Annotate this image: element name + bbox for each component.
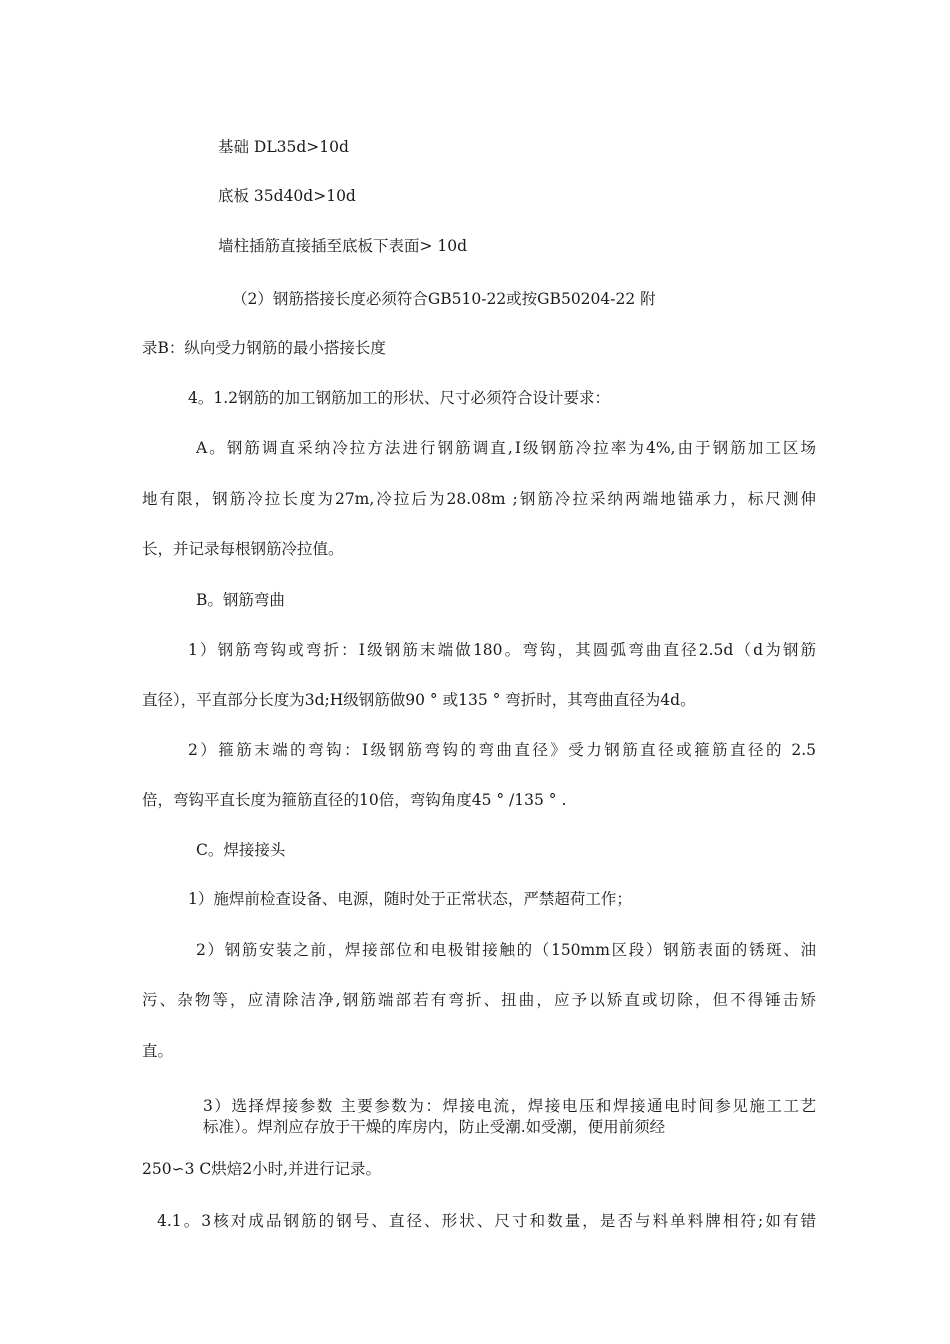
text-line: 250∽3 C烘焙2小时,并进行记录。 — [142, 1160, 382, 1178]
text-line: 基础 DL35d>10d — [218, 138, 349, 156]
text-line: C。焊接接头 — [196, 841, 286, 859]
text-line: 墙柱插筋直接插至底板下表面> 10d — [218, 237, 468, 255]
text-line: A。钢筋调直采纳冷拉方法进行钢筋调直,Ⅰ级钢筋冷拉率为4%,由于钢筋加工区场 — [196, 439, 816, 457]
text-line: （2）钢筋搭接长度必须符合GB510-22或按GB50204-22 附 — [232, 290, 656, 308]
text-line: 底板 35d40d>10d — [218, 187, 356, 205]
text-line: 录B：纵向受力钢筋的最小搭接长度 — [142, 339, 386, 357]
text-line: 直。 — [142, 1042, 174, 1060]
text-line: 地有限，钢筋冷拉长度为27m,冷拉后为28.08m ;钢筋冷拉采纳两端地锚承力，标尺测伸 — [142, 490, 816, 508]
text-line: 1）钢筋弯钩或弯折：Ⅰ级钢筋末端做180。弯钩，其圆弧弯曲直径2.5d（d为钢筋 — [188, 641, 816, 659]
text-line: 直径），平直部分长度为3d;H级钢筋做90 ° 或135 ° 弯折时，其弯曲直径为4d。 — [142, 691, 696, 709]
text-line: 2）箍筋末端的弯钩：Ⅰ级钢筋弯钩的弯曲直径》受力钢筋直径或箍筋直径的 2.5 — [188, 741, 816, 759]
text-line: 标准）。焊剂应存放于干燥的库房内，防止受潮.如受潮，便用前须经 — [203, 1118, 666, 1136]
text-line: 长，并记录每根钢筋冷拉值。 — [142, 540, 344, 558]
text-line: 2）钢筋安装之前，焊接部位和电极钳接触的（150mm区段）钢筋表面的锈斑、油 — [196, 941, 816, 959]
text-line: 4.1。3核对成品钢筋的钢号、直径、形状、尺寸和数量，是否与料单料牌相符;如有错 — [157, 1212, 816, 1230]
text-line: 污、杂物等，应清除洁净,钢筋端部若有弯折、扭曲，应予以矫直或切除，但不得锤击矫 — [142, 991, 816, 1009]
text-line: 3）选择焊接参数 主要参数为：焊接电流，焊接电压和焊接通电时间参见施工工艺 — [203, 1097, 816, 1115]
text-line: 1）施焊前检查设备、电源，随时处于正常状态，严禁超荷工作； — [188, 890, 632, 908]
text-line: 4。1.2钢筋的加工钢筋加工的形状、尺寸必须符合设计要求： — [188, 389, 611, 407]
text-line: 倍，弯钩平直长度为箍筋直径的10倍，弯钩角度45 ° /135 ° . — [142, 791, 567, 809]
text-line: B。钢筋弯曲 — [196, 591, 285, 609]
